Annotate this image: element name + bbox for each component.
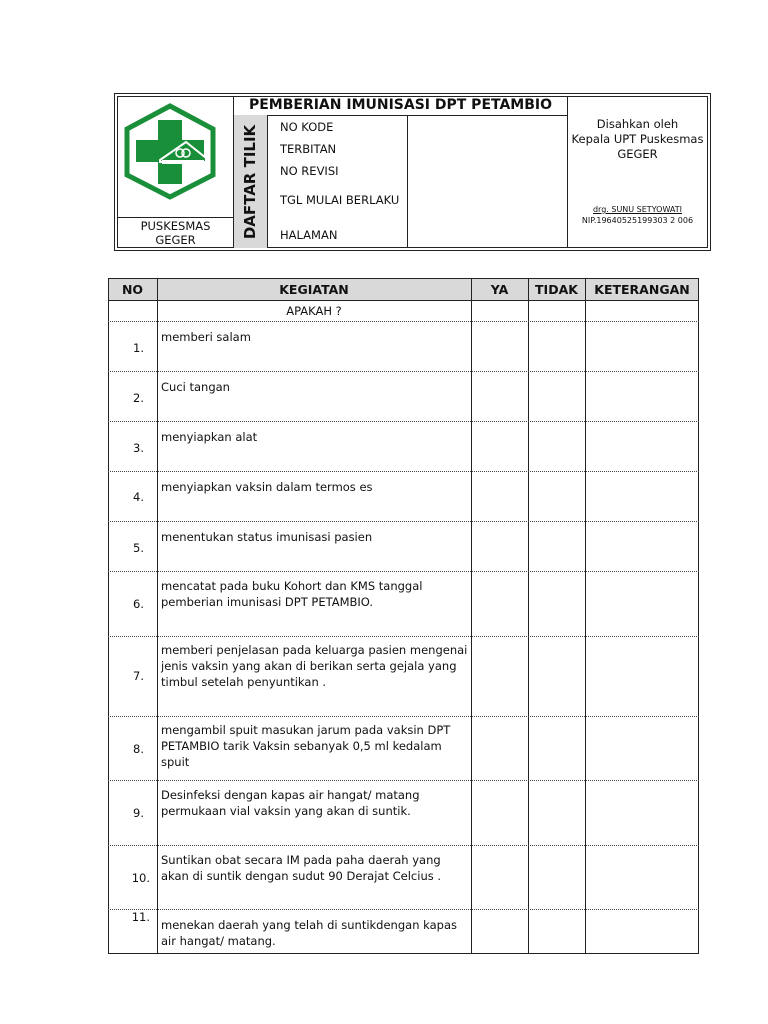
row-number: 3. bbox=[133, 441, 144, 455]
row-separator bbox=[108, 780, 699, 781]
row-activity: menyiapkan vaksin dalam termos es bbox=[161, 480, 373, 494]
column-header-kegiatan: KEGIATAN bbox=[279, 282, 349, 297]
column-divider bbox=[157, 279, 158, 954]
row-activity: menentukan status imunisasi pasien bbox=[161, 530, 373, 544]
row-number: 6. bbox=[133, 597, 144, 611]
row-activity: memberi salam bbox=[161, 330, 251, 344]
approval-line: GEGER bbox=[617, 147, 658, 161]
row-separator bbox=[108, 321, 699, 322]
row-activity: Desinfeksi dengan kapas air hangat/ matang permukaan vial vaksin yang akan di suntik. bbox=[161, 788, 420, 818]
organization-line: PUSKESMAS bbox=[140, 219, 211, 233]
meta-label-tgl: TGL MULAI BERLAKU bbox=[280, 193, 400, 207]
row-number: 4. bbox=[133, 490, 144, 504]
header-divider bbox=[117, 217, 233, 218]
signer-nip: NIP.19640525199303 2 006 bbox=[581, 216, 694, 225]
header-divider bbox=[407, 115, 408, 248]
subheader-apakah: APAKAH ? bbox=[286, 304, 342, 318]
row-separator bbox=[108, 471, 699, 472]
approval-block bbox=[567, 117, 708, 162]
row-number: 7. bbox=[133, 669, 144, 683]
header-underline bbox=[108, 300, 699, 301]
header-divider bbox=[234, 115, 567, 116]
row-separator bbox=[108, 716, 699, 717]
row-activity: Suntikan obat secara IM pada paha daerah yang akan di suntik dengan sudut 90 Derajat Celcius . bbox=[161, 853, 442, 883]
signer-name: drg. SUNU SETYOWATI bbox=[592, 205, 683, 214]
meta-label-revisi: NO REVISI bbox=[280, 164, 339, 178]
puskesmas-logo bbox=[122, 102, 218, 200]
meta-label-halaman: HALAMAN bbox=[280, 228, 338, 242]
row-number: 2. bbox=[133, 391, 144, 405]
meta-label-terbitan: TERBITAN bbox=[280, 142, 337, 156]
organization-name bbox=[118, 219, 233, 247]
header-divider bbox=[267, 115, 268, 248]
vertical-label-text: DAFTAR TILIK bbox=[241, 124, 260, 239]
column-divider bbox=[471, 279, 472, 954]
row-separator bbox=[108, 909, 699, 910]
vertical-label bbox=[234, 115, 267, 248]
row-number: 11. bbox=[131, 910, 150, 924]
row-number: 9. bbox=[133, 806, 144, 820]
organization-line: GEGER bbox=[155, 233, 196, 247]
row-activity: mencatat pada buku Kohort dan KMS tanggal pemberian imunisasi DPT PETAMBIO. bbox=[161, 579, 423, 609]
column-divider bbox=[528, 279, 529, 954]
row-activity: mengambil spuit masukan jarum pada vaksin DPT PETAMBIO tarik Vaksin sebanyak 0,5 ml kedalam spuit bbox=[161, 723, 451, 769]
row-activity: menekan daerah yang telah di suntikdengan kapas air hangat/ matang. bbox=[161, 918, 457, 948]
row-activity: memberi penjelasan pada keluarga pasien mengenai jenis vaksin yang akan di berikan serta gejala yang timbul setelah penyuntikan . bbox=[161, 643, 468, 689]
row-separator bbox=[108, 845, 699, 846]
meta-label-kode: NO KODE bbox=[280, 120, 334, 134]
row-number: 10. bbox=[131, 871, 150, 885]
column-header-keterangan: KETERANGAN bbox=[594, 282, 690, 297]
row-separator bbox=[108, 636, 699, 637]
row-separator bbox=[108, 421, 699, 422]
row-activity: Cuci tangan bbox=[161, 380, 230, 394]
column-divider bbox=[585, 279, 586, 954]
row-number: 5. bbox=[133, 541, 144, 555]
row-separator bbox=[108, 571, 699, 572]
row-activity: menyiapkan alat bbox=[161, 430, 258, 444]
row-number: 1. bbox=[133, 341, 144, 355]
row-separator bbox=[108, 371, 699, 372]
approval-line: Kepala UPT Puskesmas bbox=[571, 132, 704, 146]
approval-line: Disahkan oleh bbox=[596, 117, 679, 131]
column-header-ya: YA bbox=[490, 282, 509, 297]
row-number: 8. bbox=[133, 742, 144, 756]
column-header-no: NO bbox=[121, 282, 144, 297]
row-separator bbox=[108, 521, 699, 522]
column-header-tidak: TIDAK bbox=[535, 282, 578, 297]
document-title: PEMBERIAN IMUNISASI DPT PETAMBIO bbox=[248, 97, 553, 113]
